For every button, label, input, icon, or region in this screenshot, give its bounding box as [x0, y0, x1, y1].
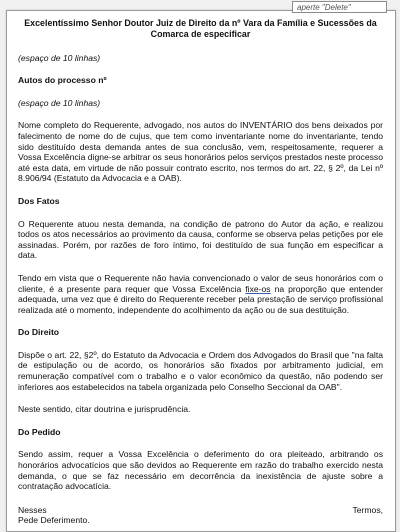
- facts-paragraph: O Requerente atuou nesta demanda, na condição de patrono do Autor da ação, e realizou todos os atos necessários ao provimento da causa, conforme se observa pelas petições por ele assinadas. Porém, por razões de foro íntimo, foi destituído de sua função em especificar a data.: [18, 218, 383, 261]
- law-paragraph: Dispõe o art. 22, §2º, do Estatuto da Advocacia e Ordem dos Advogados do Brasil que "na falta de estipulação ou de acordo, os honorários são fixados por arbitramento judicial, em remuneração compatível com o trabalho e o valor econômico da questão, não podendo ser inferiores aos estabelecidos na tabela organizada pelo Conselho Seccional da OAB".: [18, 349, 383, 392]
- document-title: Excelentíssimo Senhor Doutor Juiz de Direito da nº Vara da Família e Sucessões da Comarca de especificar: [24, 18, 377, 39]
- facts-text: na proporção que entender adequada, uma vez que é direito do Requerente receber pela prestação de serviço profissional realizada até o momento, independente do acolhimento da ação ou de sua destituição.: [18, 283, 383, 315]
- law-heading: Do Direito: [18, 327, 60, 338]
- request-heading: Do Pedido: [18, 426, 61, 437]
- document-body: [18, 18, 383, 526]
- request-paragraph: Sendo assim, requer a Vossa Excelência o deferimento do ora pleiteado, arbitrando os honorários advocatícios que são devidos ao Requerente em razão do trabalho exercido nesta demanda, o que se faz necessário em decorrência da inexistência de ajuste sobre a contratação advocatícia.: [18, 449, 383, 492]
- closing-deferimento: Pede Deferimento.: [18, 515, 90, 526]
- spacing-note: (espaço de 10 linhas): [18, 97, 101, 108]
- closing-left: Nesses: [18, 504, 47, 515]
- intro-paragraph: Nome completo do Requerente, advogado, nos autos do INVENTÁRIO dos bens deixados por falecimento de nome do de cujus, que tem como inventariante nome do inventariante, tendo sido destituído desta demanda antes de sua conclusão, vem, respeitosamente, requerer a Vossa Excelência digne-se arbitrar os seus honorários pelos serviços prestados neste processo até esta data, em virtude de não possuir contrato escrito, nos termos do art. 22, § 2º, da Lei nº 8.906/94 (Estatuto da Advocacia e a OAB).: [18, 120, 383, 184]
- facts-paragraph: [18, 273, 383, 315]
- facts-heading: Dos Fatos: [18, 195, 60, 206]
- delete-hint-tooltip: aperte "Delete": [292, 1, 387, 13]
- case-number-label: Autos do processo nº: [18, 75, 107, 86]
- document-page: [6, 3, 396, 532]
- underlined-term: fixe-os: [245, 283, 271, 294]
- spacing-note: (espaço de 10 linhas): [18, 52, 101, 63]
- closing-right: Termos,: [352, 504, 383, 515]
- closing-line: [18, 505, 383, 516]
- facts-text: Tendo em vista que o Requerente não havia convencionado o valor de seus honorários com o cliente, é a presente para requer que Vossa Excelência: [18, 272, 383, 294]
- law-paragraph: Neste sentido, citar doutrina e jurisprudência.: [18, 404, 191, 415]
